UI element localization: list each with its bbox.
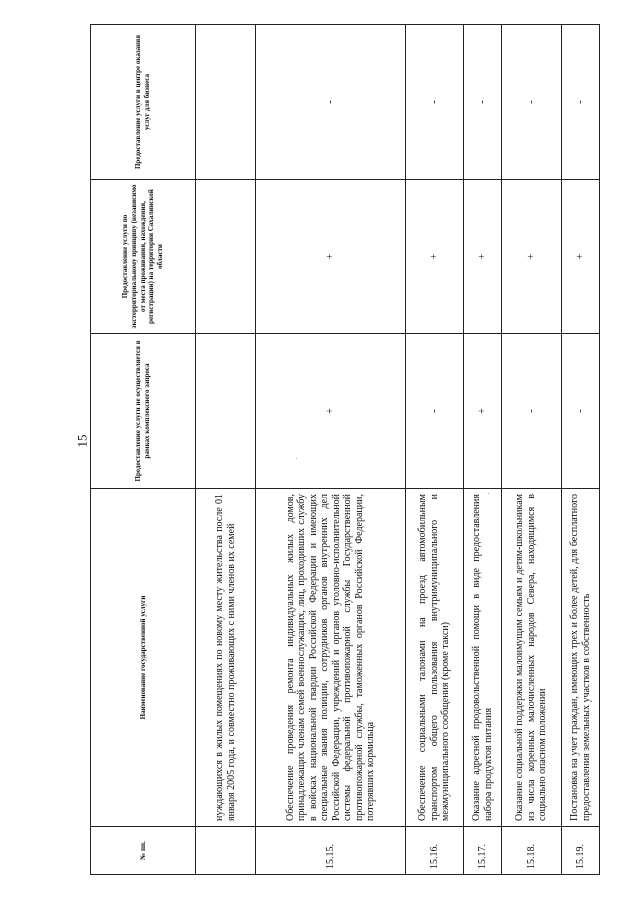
services-table (90, 24, 600, 875)
row-service-name: Оказание социальной поддержки малоимущим семьям и детям-школьникам из числа коренных малочисленных народов Севера, находящимся в социально опасном положении (502, 489, 562, 827)
header-service-name: Наименование государственной услуги (91, 489, 196, 827)
page-number: 15 (74, 434, 90, 448)
row-number: 15.16. (406, 827, 464, 875)
row-service-name: Постановка на учет граждан, имеющих трех и более детей, для бесплатного предоставления земельных участков в собственность (562, 489, 600, 827)
row-business-center: - (502, 25, 562, 180)
table-row (562, 25, 600, 875)
row-complex-request: - (406, 334, 464, 489)
row-number (196, 827, 256, 875)
row-service-name: Обеспечение проведения ремонта индивидуальных жилых домов, принадлежащих членам семей военнослужащих, лиц, проходивших службу в войсках национальной гвардии Российской Федерации и имеющих специальные звания полиции, сотрудников органов внутренних дел Российской Федерации, учреждений и органов уголовно-исполнительной системы федеральной противопожарной службы Государственной противопожарной службы, таможенных органов Российской Федерации, потерявших кормильца (256, 489, 406, 827)
row-business-center: - (464, 25, 502, 180)
row-complex-request: + (256, 334, 406, 489)
table-row (464, 25, 502, 875)
row-service-name: Оказание адресной продовольственной помощи в виде предоставления набора продуктов питания (464, 489, 502, 827)
row-number: 15.19. (562, 827, 600, 875)
row-business-center: - (256, 25, 406, 180)
row-service-name: Обеспечение социальными талонами на проезд автомобильным транспортом общего пользования внутримуниципального и межмуниципального сообщения (кроме такси) (406, 489, 464, 827)
row-number: 15.17. (464, 827, 502, 875)
services-table-rotated (90, 25, 594, 875)
row-number: 15.15. (256, 827, 406, 875)
table-row (406, 25, 464, 875)
row-extraterritorial (196, 180, 256, 334)
table-row (502, 25, 562, 875)
header-number: № пп. (91, 827, 196, 875)
row-complex-request (196, 334, 256, 489)
header-business-center: Предоставление услуги в центре оказания услуг для бизнеса (91, 25, 196, 180)
row-extraterritorial: + (562, 180, 600, 334)
row-number: 15.18. (502, 827, 562, 875)
header-complex-request: Предоставление услуги не осуществляется в рамках комплексного запроса (91, 334, 196, 489)
header-extraterritorial: Предоставление услуги по экстерриториальному принципу (независимо от места проживания, нахождения, регистрации) на территории Сахалинской области (91, 180, 196, 334)
row-complex-request: - (502, 334, 562, 489)
table-header-row (91, 25, 196, 875)
row-extraterritorial: + (502, 180, 562, 334)
row-service-name: нуждающихся в жилых помещениях по новому месту жительства после 01 января 2005 года, и совместно проживающих с ними членов их семей (196, 489, 256, 827)
row-business-center (196, 25, 256, 180)
row-complex-request: + (464, 334, 502, 489)
row-complex-request: - (562, 334, 600, 489)
row-extraterritorial: + (464, 180, 502, 334)
table-row (196, 25, 256, 875)
table-row (256, 25, 406, 875)
row-extraterritorial: + (406, 180, 464, 334)
scan-speck (488, 493, 489, 494)
row-business-center: - (562, 25, 600, 180)
row-extraterritorial: + (256, 180, 406, 334)
scan-speck (296, 458, 297, 459)
row-business-center: - (406, 25, 464, 180)
